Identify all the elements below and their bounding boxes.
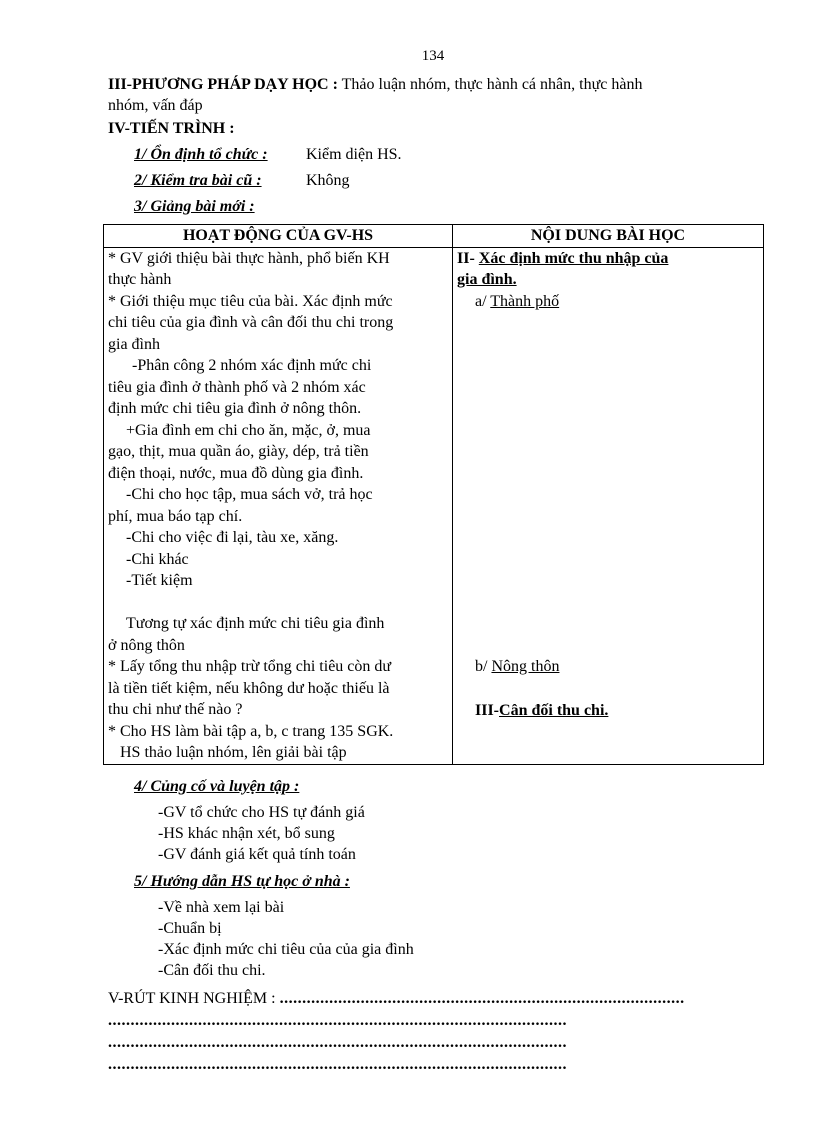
activity-line: -Phân công 2 nhóm xác định mức chi xyxy=(132,357,372,374)
content-item-III-prefix: III- xyxy=(475,701,500,719)
section-3-label: III-PHƯƠNG PHÁP DẠY HỌC : xyxy=(108,76,338,93)
section-4-heading: IV-TIẾN TRÌNH : xyxy=(108,120,235,137)
header-activities: HOẠT ĐỘNG CỦA GV-HS xyxy=(104,225,453,248)
activity-line: +Gia đình em chi cho ăn, mặc, ở, mua xyxy=(126,421,371,439)
section-5-item: -Chuẩn bị xyxy=(158,920,222,937)
content-item-a-prefix: a/ xyxy=(475,292,491,310)
activity-line: điện thoại, nước, mua đồ dùng gia đình. xyxy=(108,464,364,482)
activity-line: * Cho HS làm bài tập a, b, c trang 135 SGK. xyxy=(108,722,394,740)
content-spacer xyxy=(457,312,759,656)
header-content: NỘI DUNG BÀI HỌC xyxy=(453,225,764,248)
step-1-text: Kiểm diện HS. xyxy=(306,146,402,163)
step-1-label: 1/ Ổn định tổ chức : xyxy=(134,146,268,163)
section-3-line1 xyxy=(108,74,642,95)
activity-line: định mức chi tiêu gia đình ở nông thôn. xyxy=(108,400,362,417)
section-5-item: -Cân đối thu chi. xyxy=(158,962,266,979)
section-4b-label: 4/ Củng cố và luyện tập : xyxy=(134,778,300,795)
table-body-row xyxy=(104,247,764,764)
section-4b-heading xyxy=(134,776,299,797)
step-2-label: 2/ Kiểm tra bài cũ : xyxy=(134,172,262,189)
content-title: Xác định mức thu nhập của xyxy=(478,249,669,267)
content-item-a xyxy=(457,291,759,313)
content-item-III-text: Cân đối thu chi. xyxy=(499,701,609,719)
activity-line: ở nông thôn xyxy=(108,636,185,654)
activity-line: -Chi khác xyxy=(126,550,189,568)
activity-line: tiêu gia đình ở thành phố và 2 nhóm xác xyxy=(108,378,366,396)
activity-line: -Chi cho việc đi lại, tàu xe, xăng. xyxy=(126,529,339,546)
activity-line: chi tiêu của gia đình và cân đối thu chi trong xyxy=(108,314,394,331)
activity-line: -Tiết kiệm xyxy=(126,572,193,589)
content-item-III xyxy=(457,700,759,722)
activity-line: phí, mua báo tạp chí. xyxy=(108,507,243,525)
content-item-a-text: Thành phố xyxy=(490,292,560,310)
step-3-label: 3/ Giảng bài mới : xyxy=(134,198,255,215)
content-item-b-text: Nông thôn xyxy=(491,658,560,675)
section-5-item: -Xác định mức chi tiêu của của gia đình xyxy=(158,941,414,958)
section-4b-item: -GV đánh giá kết quả tính toán xyxy=(158,846,356,863)
activity-line: * Lấy tổng thu nhập trừ tổng chi tiêu còn dư xyxy=(108,658,392,675)
lesson-table xyxy=(103,224,764,765)
section-5-item: -Về nhà xem lại bài xyxy=(158,899,285,916)
table-header-row xyxy=(104,225,764,248)
dotted-line: .......................................................................................... xyxy=(279,990,685,1007)
content-cell xyxy=(453,247,764,764)
dotted-line: ...................................................................................................... xyxy=(108,1034,567,1051)
step-2 xyxy=(134,170,262,191)
activity-line: -Chi cho học tập, mua sách vở, trả học xyxy=(126,486,373,503)
activities-cell xyxy=(104,247,453,764)
activity-blank-line xyxy=(108,592,448,614)
content-item-b xyxy=(457,656,759,678)
activity-line: Tương tự xác định mức chi tiêu gia đình xyxy=(126,615,385,632)
activity-line: là tiền tiết kiệm, nếu không dư hoặc thiếu là xyxy=(108,679,390,697)
section-4b-item: -GV tổ chức cho HS tự đánh giá xyxy=(158,804,365,821)
activity-line: * GV giới thiệu bài thực hành, phổ biến KH xyxy=(108,249,390,267)
activity-line: HS thảo luận nhóm, lên giải bài tập xyxy=(120,744,347,761)
step-3 xyxy=(134,196,255,217)
activity-line: gia đình xyxy=(108,335,160,353)
page-number: 134 xyxy=(421,48,445,64)
dotted-line: ...................................................................................................... xyxy=(108,1056,567,1073)
section-4b-item: -HS khác nhận xét, bổ sung xyxy=(158,825,335,842)
activity-line: gạo, thịt, mua quần áo, giày, dép, trả tiền xyxy=(108,443,369,460)
section-v-line xyxy=(108,988,768,1009)
section-3-line2: nhóm, vấn đáp xyxy=(108,97,203,114)
section-v-label: V-RÚT KINH NGHIỆM : xyxy=(108,990,276,1007)
content-item-b-prefix: b/ xyxy=(475,658,492,675)
activity-line: thực hành xyxy=(108,271,172,288)
step-1 xyxy=(134,144,268,165)
dotted-line: ...................................................................................................... xyxy=(108,1012,567,1029)
activity-line: * Giới thiệu mục tiêu của bài. Xác định mức xyxy=(108,292,393,310)
section-5-label: 5/ Hướng dẫn HS tự học ở nhà : xyxy=(134,873,350,890)
section-3-text: Thảo luận nhóm, thực hành cá nhân, thực hành xyxy=(337,76,643,93)
content-title-line1 xyxy=(457,248,759,270)
content-spacer xyxy=(457,678,759,700)
section-5-heading xyxy=(134,871,350,892)
activity-line: thu chi như thế nào ? xyxy=(108,701,243,718)
content-title-line2: gia đình. xyxy=(457,271,517,288)
content-title-prefix: II- xyxy=(457,249,479,267)
step-2-text: Không xyxy=(306,172,350,189)
